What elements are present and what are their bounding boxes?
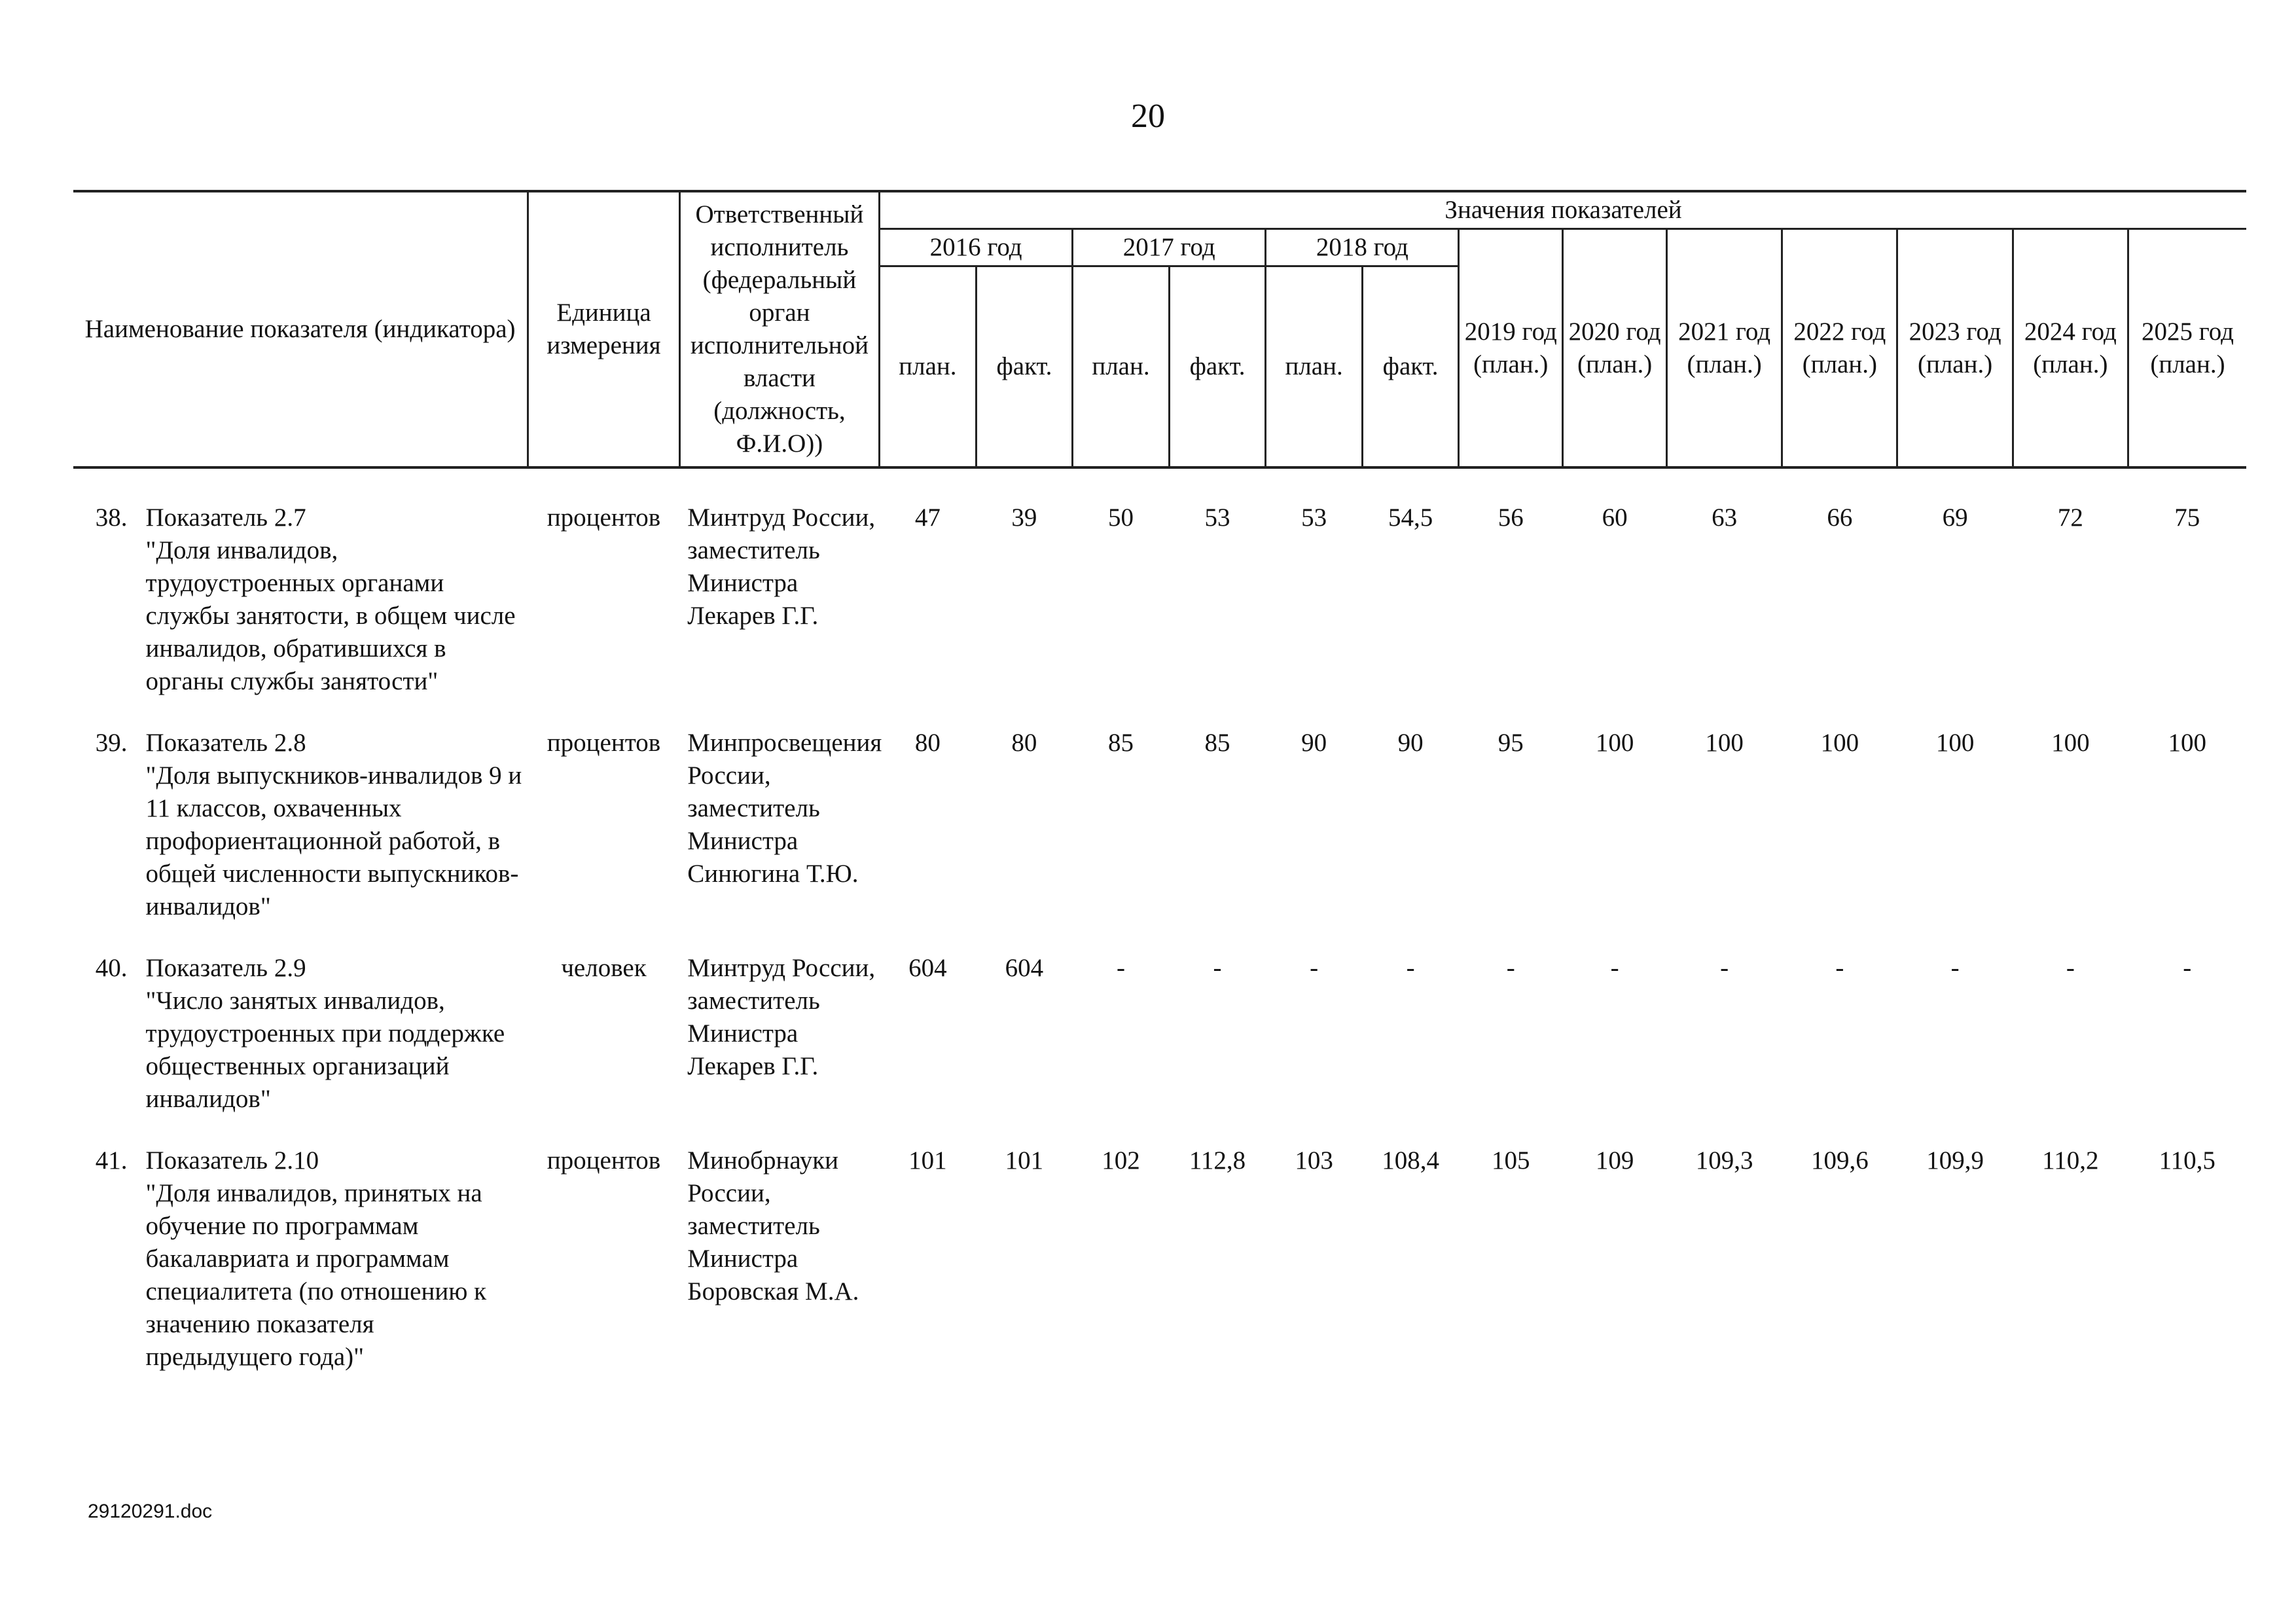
page-number: 20: [1131, 98, 1165, 135]
header-year-2022: 2022 год (план.): [1782, 229, 1897, 468]
indicator-name: [140, 698, 528, 923]
value-cell: 47: [914, 503, 941, 532]
value-cell: 56: [1498, 503, 1524, 532]
table-row: [73, 698, 2246, 923]
header-year-2016: 2016 год: [880, 229, 1073, 266]
value-cell: 108,4: [1382, 1146, 1439, 1175]
value-cell: -: [1406, 954, 1415, 982]
value-cell: 109,3: [1695, 1146, 1753, 1175]
header-2016-plan: план.: [880, 266, 977, 468]
value-cell: -: [1213, 954, 1222, 982]
unit-cell: процентов: [547, 503, 661, 532]
value-cell: 90: [1397, 729, 1424, 757]
table-body: [73, 467, 2246, 1374]
value-cell: 109,6: [1810, 1146, 1869, 1175]
unit-cell: процентов: [547, 729, 661, 757]
document-filename: 29120291.doc: [88, 1501, 213, 1522]
value-cell: 109,9: [1926, 1146, 1984, 1175]
value-cell: 54,5: [1388, 503, 1433, 532]
value-cell: 100: [1935, 729, 1975, 757]
value-cell: 100: [1595, 729, 1634, 757]
value-cell: 95: [1498, 729, 1524, 757]
value-cell: 80: [914, 729, 941, 757]
value-cell: 66: [1827, 503, 1853, 532]
indicator-name-text: Показатель 2.7 "Доля инвалидов, трудоустроенных органами службы занятости, в общем числе инвалидов, обратившихся в органы службы занятости": [145, 503, 516, 695]
header-year-2023: 2023 год (план.): [1897, 229, 2013, 468]
value-cell: -: [1950, 954, 1960, 982]
table-row: [73, 1116, 2246, 1374]
table-row: [73, 923, 2246, 1116]
value-cell: -: [2066, 954, 2075, 982]
value-cell: 100: [1820, 729, 1859, 757]
header-year-2021: 2021 год (план.): [1667, 229, 1782, 468]
value-cell: 69: [1942, 503, 1968, 532]
value-cell: 60: [1602, 503, 1628, 532]
value-cell: 53: [1301, 503, 1327, 532]
value-cell: 109: [1595, 1146, 1634, 1175]
value-cell: 102: [1102, 1146, 1140, 1175]
value-cell: -: [1610, 954, 1619, 982]
value-cell: 39: [1011, 503, 1037, 532]
row-number: 40.: [95, 954, 128, 982]
header-year-2020: 2020 год (план.): [1563, 229, 1667, 468]
indicator-name: [140, 467, 528, 698]
executor-cell: Минобрнауки России, заместитель Министра Боровская М.А.: [687, 1146, 859, 1305]
value-cell: 110,2: [2042, 1146, 2099, 1175]
header-year-2017: 2017 год: [1073, 229, 1266, 266]
unit-cell: человек: [561, 954, 647, 982]
value-cell: 90: [1301, 729, 1327, 757]
value-cell: -: [2183, 954, 2192, 982]
value-cell: 53: [1204, 503, 1230, 532]
indicator-name-text: Показатель 2.10 "Доля инвалидов, принятых на обучение по программам бакалавриата и программам специалитета (по отношению к значению показателя предыдущего года)": [145, 1146, 487, 1371]
value-cell: 85: [1204, 729, 1230, 757]
value-cell: 100: [1705, 729, 1744, 757]
indicators-table: [73, 190, 2246, 1374]
value-cell: 75: [2174, 503, 2200, 532]
value-cell: 105: [1492, 1146, 1530, 1175]
executor-cell: Минтруд России, заместитель Министра Лекарев Г.Г.: [687, 954, 876, 1080]
header-values-group: Значения показателей: [880, 191, 2246, 229]
value-cell: 100: [2168, 729, 2206, 757]
value-cell: 85: [1107, 729, 1134, 757]
table-header: [73, 191, 2246, 467]
value-cell: 604: [908, 954, 947, 982]
value-cell: -: [1506, 954, 1515, 982]
header-2018-plan: план.: [1266, 266, 1363, 468]
value-cell: 103: [1295, 1146, 1333, 1175]
header-2018-fact: факт.: [1362, 266, 1459, 468]
row-number: 39.: [95, 729, 128, 757]
value-cell: 63: [1712, 503, 1738, 532]
value-cell: -: [1116, 954, 1125, 982]
value-cell: -: [1835, 954, 1844, 982]
value-cell: 101: [908, 1146, 947, 1175]
indicator-name: [140, 1116, 528, 1374]
value-cell: 100: [2051, 729, 2090, 757]
value-cell: 72: [2057, 503, 2083, 532]
header-name: Наименование показателя (индикатора): [73, 191, 528, 467]
value-cell: -: [1720, 954, 1729, 982]
header-2017-plan: план.: [1073, 266, 1170, 468]
executor-cell: Минпросвещения России, заместитель Министра Синюгина Т.Ю.: [687, 729, 882, 888]
indicator-name: [140, 923, 528, 1116]
indicator-name-text: Показатель 2.8 "Доля выпускников-инвалидов 9 и 11 классов, охваченных профориентационной работой, в общей численности выпускников-инвалидов": [145, 729, 522, 921]
header-year-2019: 2019 год (план.): [1459, 229, 1563, 468]
value-cell: 110,5: [2159, 1146, 2215, 1175]
value-cell: 80: [1011, 729, 1037, 757]
unit-cell: процентов: [547, 1146, 661, 1175]
header-2017-fact: факт.: [1169, 266, 1266, 468]
executor-cell: Минтруд России, заместитель Министра Лекарев Г.Г.: [687, 503, 876, 630]
value-cell: 112,8: [1189, 1146, 1246, 1175]
value-cell: 101: [1005, 1146, 1044, 1175]
header-executor: Ответственный исполнитель (федеральный орган исполнительной власти (должность, Ф.И.О)): [679, 191, 879, 467]
value-cell: 50: [1107, 503, 1134, 532]
header-unit: Единица измерения: [528, 191, 680, 467]
row-number: 38.: [95, 503, 128, 532]
header-year-2018: 2018 год: [1266, 229, 1459, 266]
header-year-2024: 2024 год (план.): [2013, 229, 2128, 468]
table-row: [73, 467, 2246, 698]
indicator-name-text: Показатель 2.9 "Число занятых инвалидов, трудоустроенных при поддержке общественных организаций инвалидов": [145, 954, 505, 1113]
value-cell: -: [1310, 954, 1319, 982]
header-2016-fact: факт.: [976, 266, 1073, 468]
header-year-2025: 2025 год (план.): [2128, 229, 2246, 468]
value-cell: 604: [1005, 954, 1044, 982]
row-number: 41.: [95, 1146, 128, 1175]
